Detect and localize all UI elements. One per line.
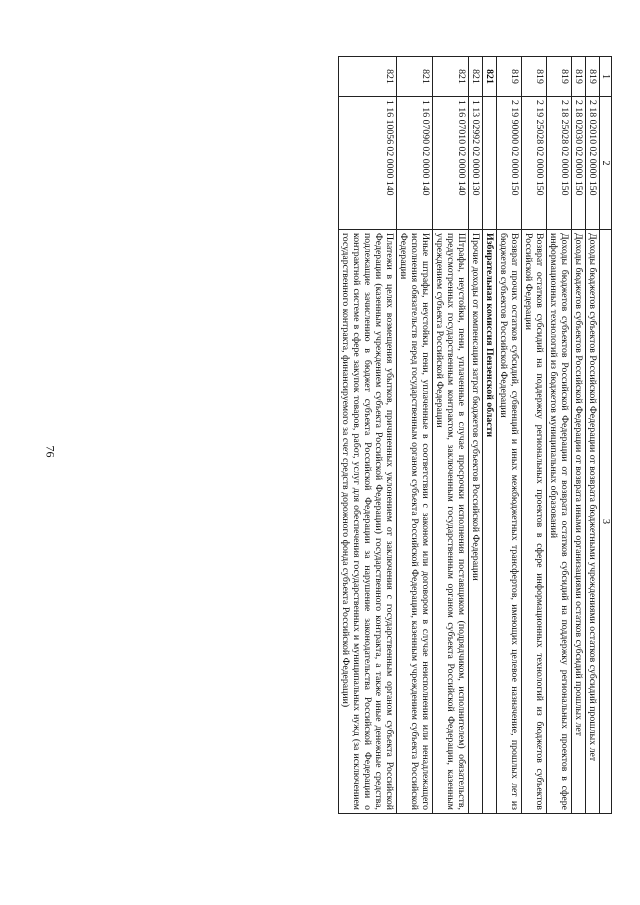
description-cell: Штрафы, неустойки, пени, уплаченные в случае просрочки исполнения поставщиком (подрядчиком, исполнителем) обязательств, предусмотренных государственным контрактом, заключенным государственным органом субъекта Российской Федерации, казенным учреждением субъекта Российской Федерации bbox=[433, 230, 469, 814]
rotated-table-wrapper bbox=[80, 56, 612, 813]
header-col-1: 1 bbox=[600, 57, 612, 97]
table-body bbox=[339, 57, 600, 814]
budget-code-cell bbox=[483, 97, 497, 230]
budget-code-cell: 1 16 10056 02 0000 140 bbox=[339, 97, 397, 230]
revenue-codes-table bbox=[338, 56, 612, 814]
description-cell: Доходы бюджетов субъектов Российской Федерации от возврата иными организациями остатков субсидий прошлых лет bbox=[572, 230, 586, 814]
table-row bbox=[522, 57, 547, 814]
admin-code-cell: 819 bbox=[522, 57, 547, 97]
budget-code-cell: 2 18 02010 02 0000 150 bbox=[586, 97, 600, 230]
admin-code-cell: 821 bbox=[397, 57, 433, 97]
admin-code-cell: 819 bbox=[497, 57, 522, 97]
admin-code-cell: 819 bbox=[547, 57, 572, 97]
description-cell: Доходы бюджетов субъектов Российской Федерации от возврата остатков субсидий на поддержку региональных проектов в сфере информационных технологий из бюджетов муниципальных образований bbox=[547, 230, 572, 814]
description-cell: Возврат остатков субсидий на поддержку региональных проектов в сфере информационных технологий из бюджетов субъектов Российской Федерации bbox=[522, 230, 547, 814]
table-row bbox=[586, 57, 600, 814]
budget-code-cell: 1 13 02992 02 0000 130 bbox=[469, 97, 483, 230]
header-col-3: 3 bbox=[600, 230, 612, 814]
table-row bbox=[572, 57, 586, 814]
description-cell: Иные штрафы, неустойки, пени, уплаченные в соответствии с законом или договором в случае неисполнения или ненадлежащего исполнения обязательств перед государственным органом субъекта Российской Федерации, казенным учреждением субъекта Российской Федерации bbox=[397, 230, 433, 814]
description-cell: Избирательная комиссия Пензенской области bbox=[483, 230, 497, 814]
admin-code-cell: 821 bbox=[339, 57, 397, 97]
description-cell: Возврат прочих остатков субсидий, субвенций и иных межбюджетных трансфертов, имеющих целевое назначение, прошлых лет из бюджетов субъектов Российской Федерации bbox=[497, 230, 522, 814]
budget-code-cell: 1 16 07010 02 0000 140 bbox=[433, 97, 469, 230]
table-row bbox=[497, 57, 522, 814]
header-col-2: 2 bbox=[600, 97, 612, 230]
table-row bbox=[339, 57, 397, 814]
budget-code-cell: 2 19 25028 02 0000 150 bbox=[522, 97, 547, 230]
budget-code-cell: 2 18 25028 02 0000 150 bbox=[547, 97, 572, 230]
table-row bbox=[547, 57, 572, 814]
table-row bbox=[483, 57, 497, 814]
description-cell: Доходы бюджетов субъектов Российской Федерации от возврата бюджетными учреждениями остатков субсидий прошлых лет bbox=[586, 230, 600, 814]
page-number: 76 bbox=[43, 445, 58, 458]
admin-code-cell: 821 bbox=[433, 57, 469, 97]
table-header-row bbox=[600, 57, 612, 814]
table-row bbox=[469, 57, 483, 814]
budget-code-cell: 2 19 90000 02 0000 150 bbox=[497, 97, 522, 230]
budget-code-cell: 2 18 02030 02 0000 150 bbox=[572, 97, 586, 230]
admin-code-cell: 821 bbox=[469, 57, 483, 97]
admin-code-cell: 819 bbox=[572, 57, 586, 97]
table-row bbox=[433, 57, 469, 814]
description-cell: Прочие доходы от компенсации затрат бюджетов субъектов Российской Федерации bbox=[469, 230, 483, 814]
budget-code-cell: 1 16 07090 02 0000 140 bbox=[397, 97, 433, 230]
description-cell: Платежи в целях возмещения убытков, причиненных уклонением от заключения с государственным органом субъекта Российской Федерации (казенным учреждением субъекта Российской Федерации) государственного контракта, а также иные денежные средства, подлежащие зачислению в бюджет субъекта Российской Федерации за нарушение законодательства Российской Федерации о контрактной системе в сфере закупок товаров, работ, услуг для обеспечения государственных и муниципальных нужд (за исключением государственного контракта, финансируемого за счет средств дорожного фонда субъекта Российской Федерации) bbox=[339, 230, 397, 814]
admin-code-cell: 819 bbox=[586, 57, 600, 97]
admin-code-cell: 821 bbox=[483, 57, 497, 97]
table-row bbox=[397, 57, 433, 814]
